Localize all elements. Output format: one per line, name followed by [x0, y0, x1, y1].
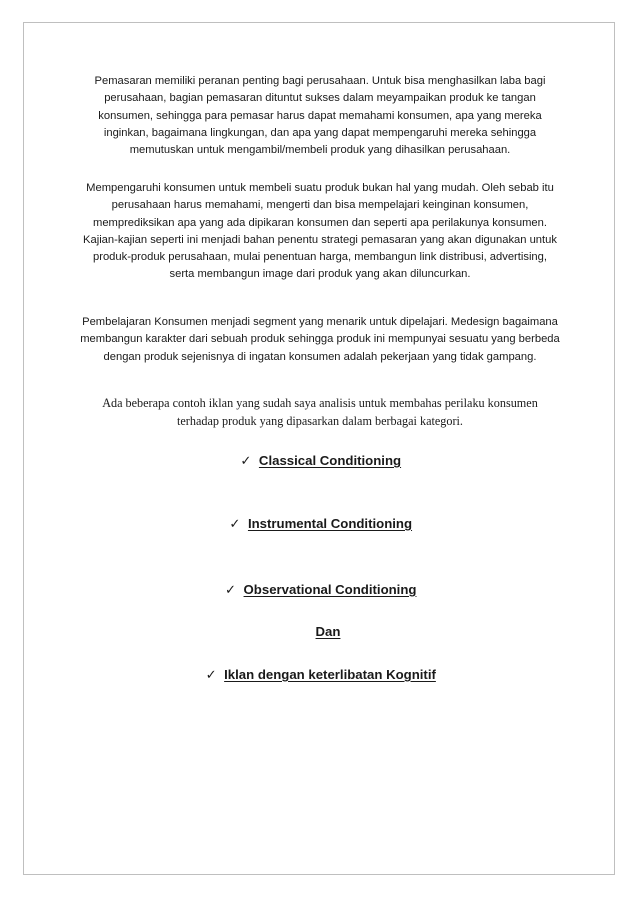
paragraph-influence: Mempengaruhi konsumen untuk membeli suatu produk bukan hal yang mudah. Oleh sebab itu perusahaan harus memahami, mengerti dan bisa mempelajari keinginan konsumen, memprediksikan apa yang ada dipikaran konsumen dan seperti apa perilakunya konsumen. Kajian-kajian seperti ini menjadi bahan penentu strategi pemasaran yang akan digunakan untuk produk-produk perusahaan, mulai penentuan harga, membangun link distribusi, advertising, serta membangun image dari produk yang akan diluncurkan. — [83, 182, 557, 281]
checkmark-icon: ✓ — [225, 582, 237, 597]
connector-text: Dan — [315, 624, 341, 639]
paragraph-intro: Pemasaran memiliki peranan penting bagi perusahaan. Untuk bisa menghasilkan laba bagi perusahaan, bagian pemasaran dituntut sukses dalam meyampaikan produk ke tangan konsumen, sehingga para pemasar harus dapat memahami konsumen, apa yang mereka inginkan, bagaimana lingkungan, dan apa yang dapat mempengaruhi mereka sehingga memutuskan untuk mengambil/membeli produk yang dihasilkan perusahaan. — [94, 75, 546, 157]
paragraph-examples: Ada beberapa contoh iklan yang sudah saya analisis untuk membahas perilaku konsumen terhadap produk yang dipasarkan dalam berbagai kategori. — [102, 396, 538, 428]
list-item-label: Iklan dengan keterlibatan Kognitif — [224, 667, 436, 682]
list-item-label: Instrumental Conditioning — [247, 516, 413, 531]
list-item-cognitive — [0, 666, 638, 684]
list-item-label: Observational Conditioning — [243, 582, 417, 597]
paragraph-learning: Pembelajaran Konsumen menjadi segment yang menarik untuk dipelajari. Medesign bagaimana membangun karakter dari sebuah produk sehingga produk ini mempunyai sesuatu yang berbeda dengan produk sejenisnya di ingatan konsumen adalah pekerjaan yang tidak gampang. — [80, 316, 560, 363]
checkmark-icon: ✓ — [205, 667, 217, 682]
list-item-classical — [0, 452, 638, 470]
list-item-label: Classical Conditioning — [258, 453, 402, 468]
list-item-observational — [0, 581, 638, 599]
checkmark-icon: ✓ — [229, 516, 241, 531]
list-item-instrumental — [0, 515, 638, 533]
checkmark-icon: ✓ — [240, 453, 252, 468]
